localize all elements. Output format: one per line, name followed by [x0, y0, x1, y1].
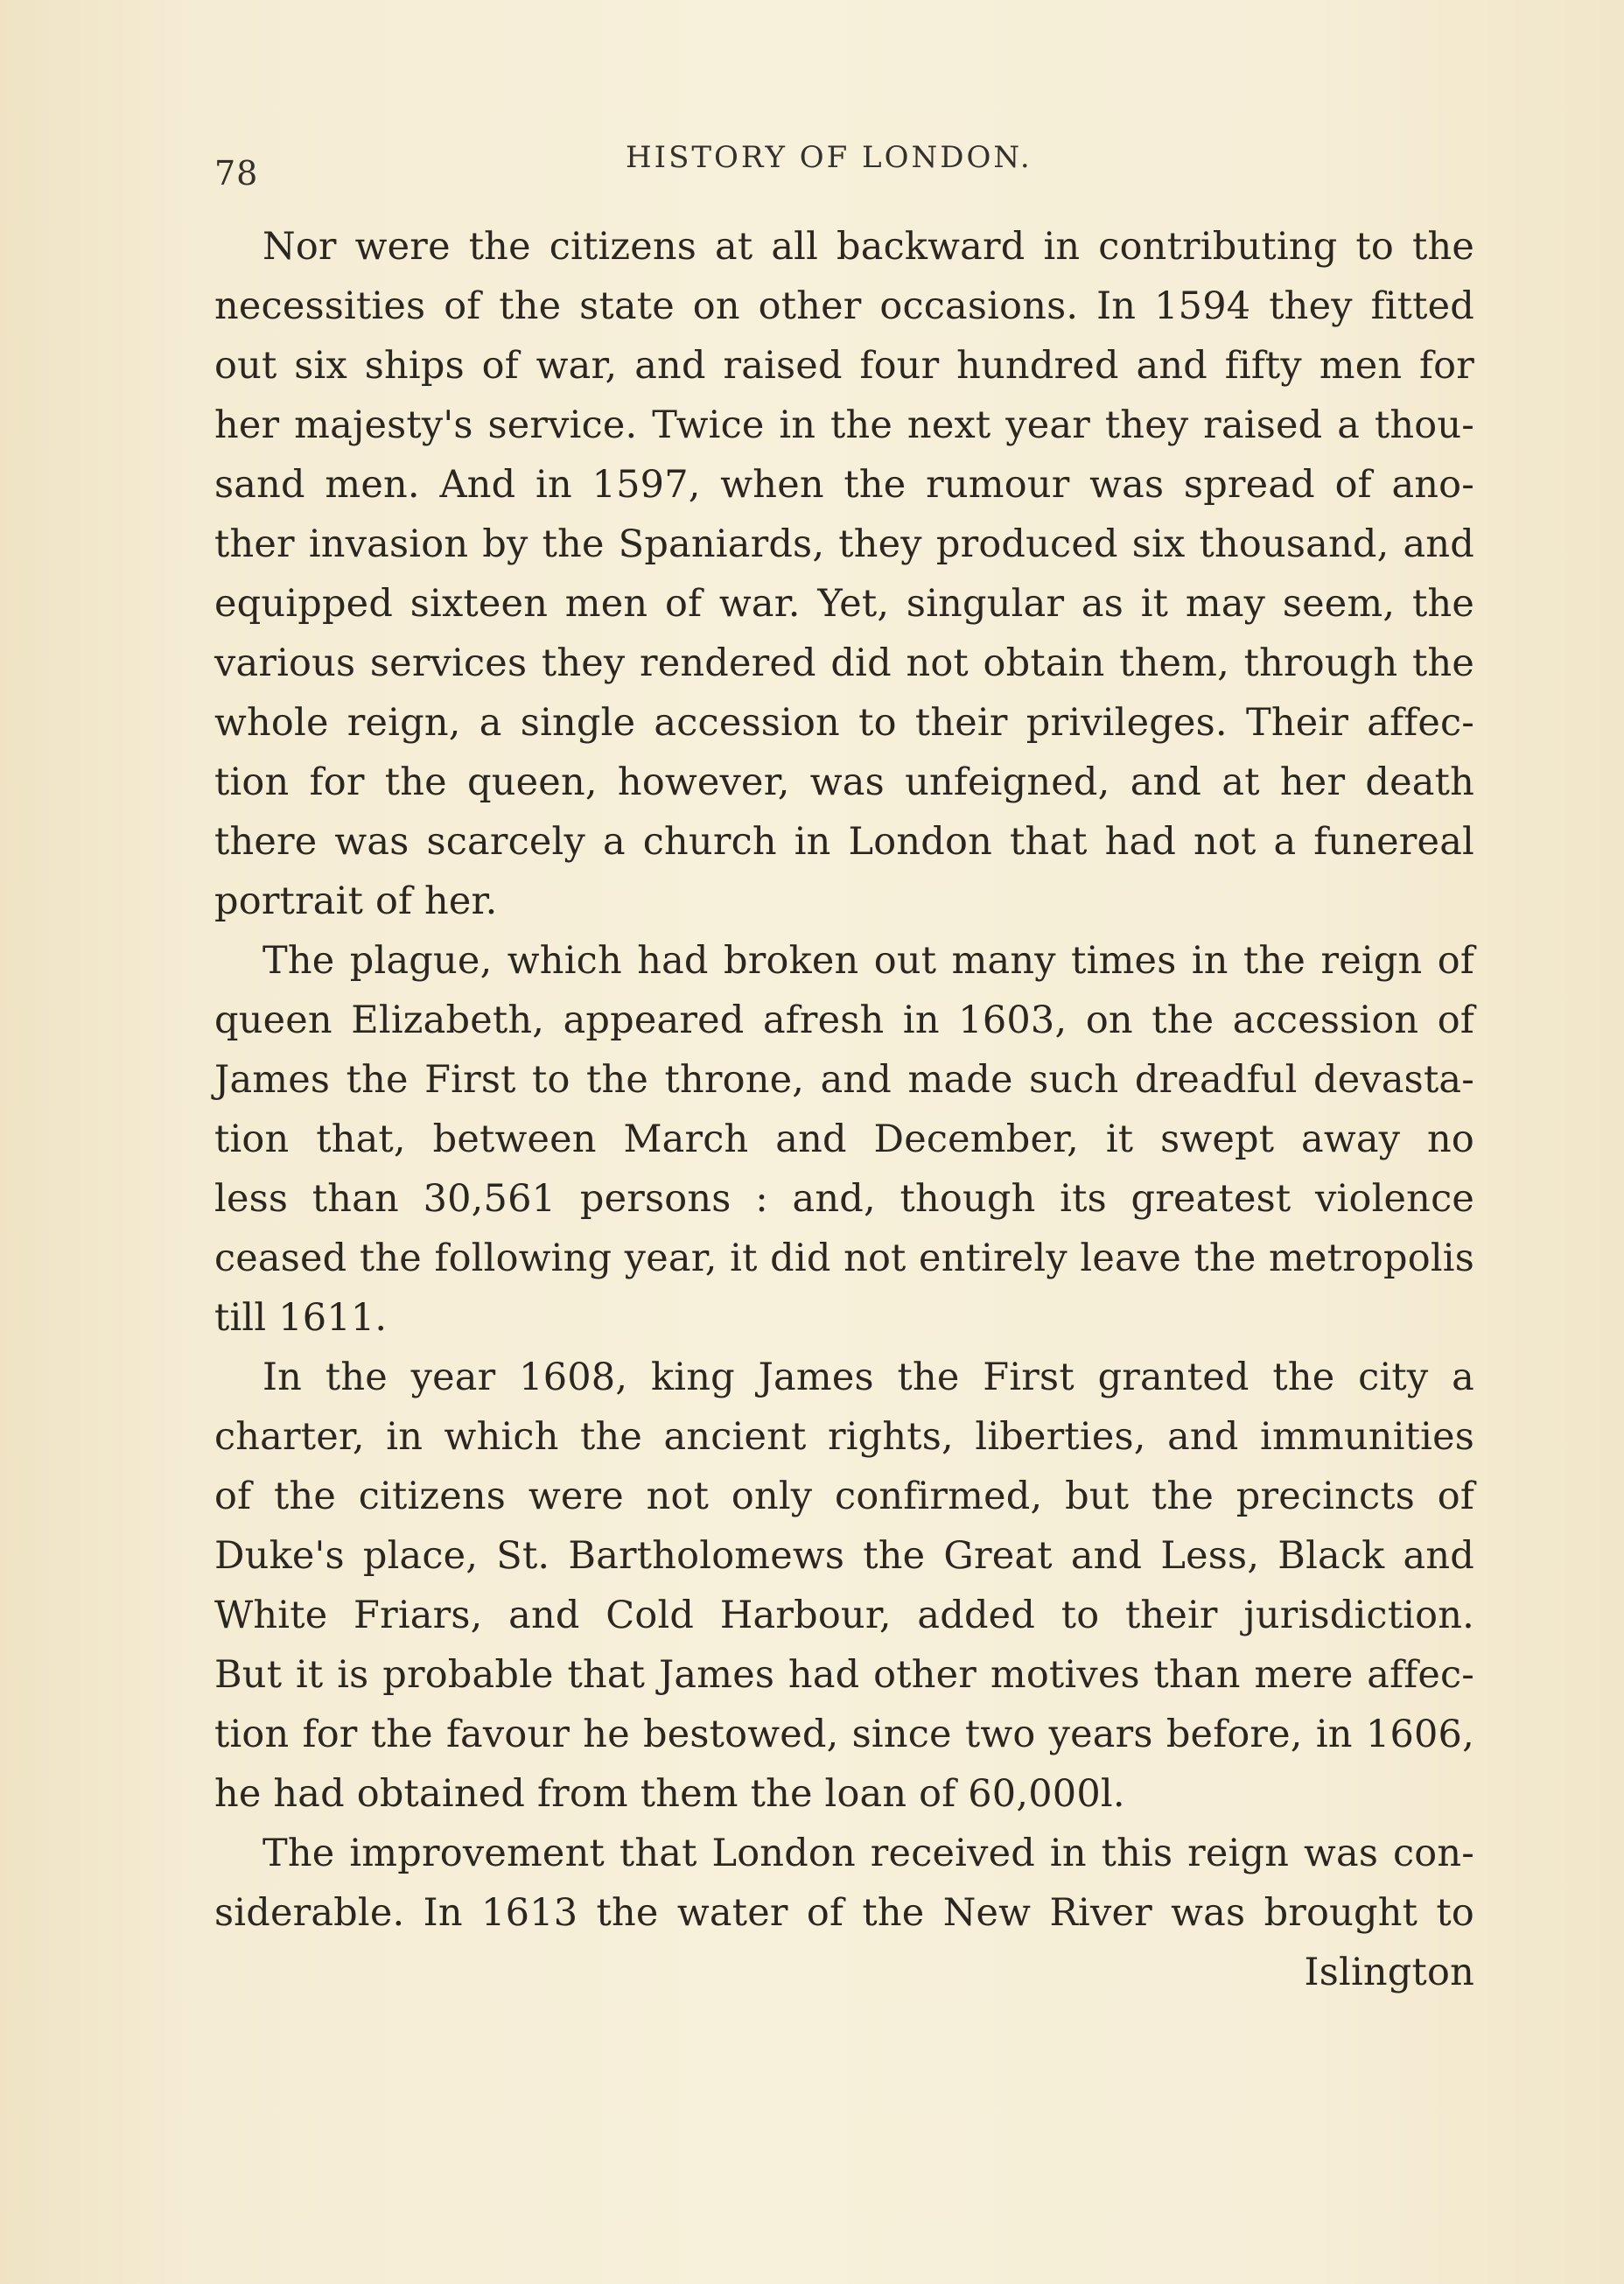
text-line: equipped sixteen men of war. Yet, singular as it may seem, the: [214, 582, 1474, 626]
page-number: 78: [214, 154, 259, 193]
running-title: HISTORY OF LONDON.: [626, 140, 1032, 175]
text-line: ther invasion by the Spaniards, they produced six thousand, and: [214, 522, 1474, 566]
text-line: he had obtained from them the loan of 60,000l.: [214, 1772, 1125, 1816]
text-line: out six ships of war, and raised four hundred and fifty men for: [214, 344, 1474, 388]
text-line: In the year 1608, king James the First granted the city a: [262, 1356, 1474, 1399]
text-line: her majesty's service. Twice in the next year they raised a thou-: [214, 403, 1474, 447]
text-line: White Friars, and Cold Harbour, added to their jurisdiction.: [214, 1594, 1474, 1637]
text-line: The plague, which had broken out many times in the reign of: [262, 939, 1474, 983]
text-line: whole reign, a single accession to their privileges. Their affec-: [214, 701, 1474, 745]
text-line: less than 30,561 persons : and, though its greatest violence: [214, 1177, 1474, 1221]
text-line: But it is probable that James had other motives than mere affec-: [214, 1653, 1474, 1697]
text-line: queen Elizabeth, appeared afresh in 1603, on the accession of: [214, 998, 1474, 1042]
text-line: siderable. In 1613 the water of the New River was brought to: [214, 1891, 1474, 1935]
text-line: tion for the favour he bestowed, since two years before, in 1606,: [214, 1713, 1474, 1756]
text-line: of the citizens were not only confirmed, but the precincts of: [214, 1475, 1474, 1518]
text-line: necessities of the state on other occasions. In 1594 they fitted: [214, 284, 1474, 328]
text-line: various services they rendered did not obtain them, through the: [214, 641, 1474, 685]
text-line: Nor were the citizens at all backward in contributing to the: [262, 225, 1474, 269]
text-line: sand men. And in 1597, when the rumour was spread of ano-: [214, 463, 1474, 507]
text-line: portrait of her.: [214, 879, 498, 923]
text-line: till 1611.: [214, 1296, 388, 1340]
catchword: Islington: [1304, 1951, 1474, 1994]
text-line: tion for the queen, however, was unfeigned, and at her death: [214, 760, 1474, 804]
running-head: [214, 140, 1474, 193]
text-line: The improvement that London received in this reign was con-: [262, 1832, 1474, 1875]
text-line: charter, in which the ancient rights, liberties, and immunities: [214, 1415, 1474, 1459]
text-line: tion that, between March and December, it swept away no: [214, 1117, 1474, 1161]
body-text: [214, 217, 1474, 2002]
text-line: there was scarcely a church in London that had not a funereal: [214, 820, 1474, 864]
text-line: Duke's place, St. Bartholomews the Great and Less, Black and: [214, 1534, 1474, 1578]
text-line: James the First to the throne, and made such dreadful devasta-: [214, 1058, 1474, 1102]
text-line: ceased the following year, it did not entirely leave the metropolis: [214, 1237, 1474, 1280]
